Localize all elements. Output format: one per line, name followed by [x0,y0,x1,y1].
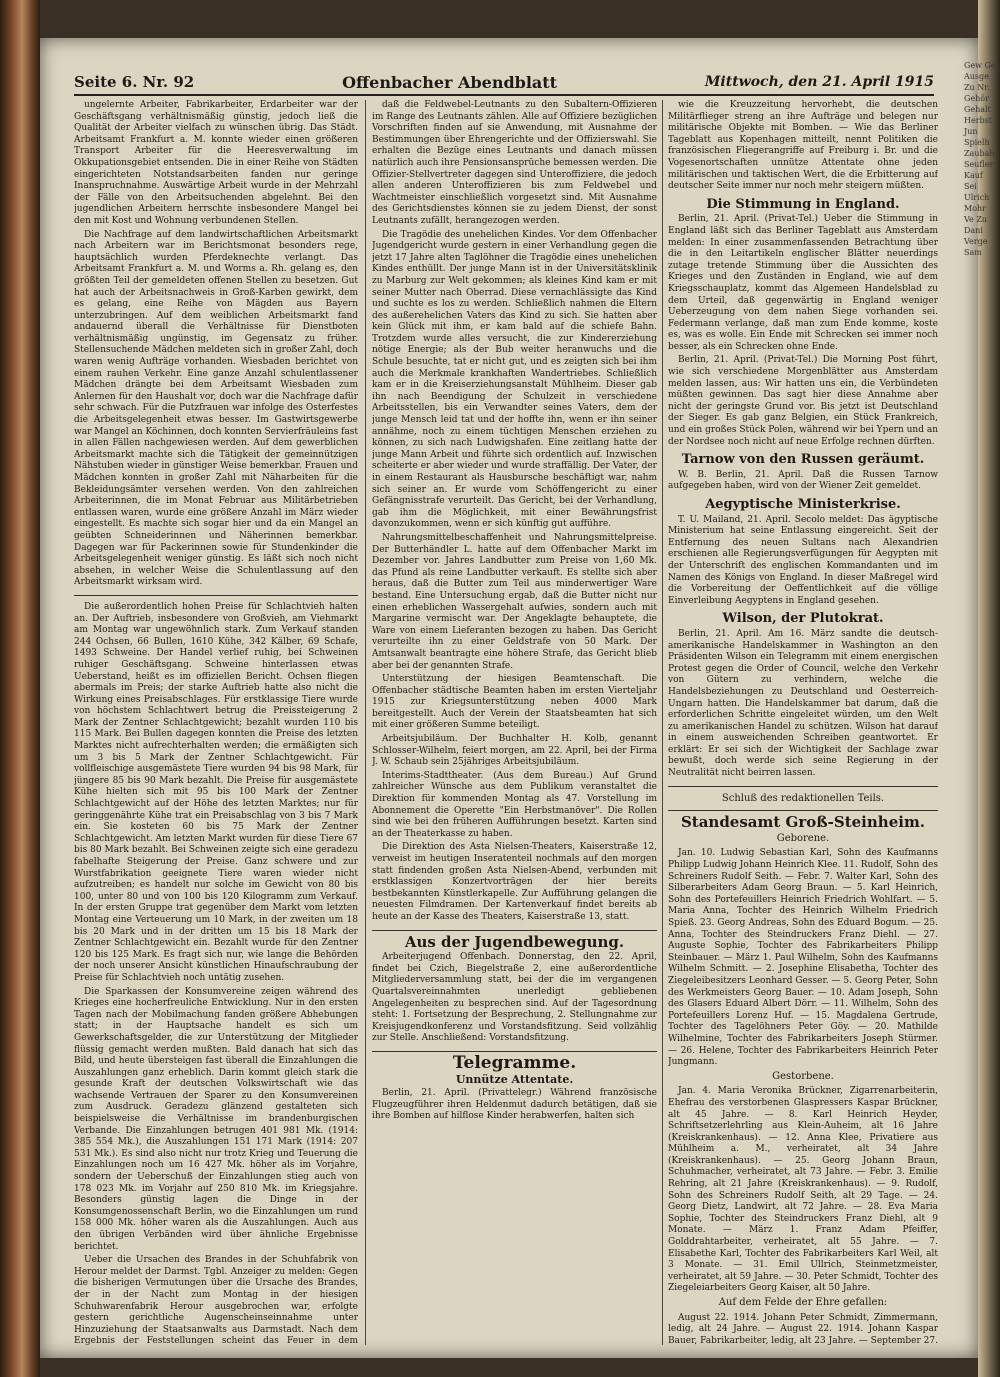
masthead [74,70,934,96]
article-paragraph: Die Direktion des Asta Nielsen-Theaters, Kaiserstraße 12, verweist im heutigen Inseratenteil nochmals auf den morgen statt findenden großen Asta Nielsen-Abend, verbunden mit erstklassigen Konzertvorträgen der hier bereits bestbekannten Künstlerkapelle. Zur Aufführung gelangen die neuesten Filmdramen. Der Kartenverkauf findet bereits ab heute an der Kasse des Theaters, Kaiserstraße 13, statt. [372,842,657,922]
births-list: Jan. 10. Ludwig Sebastian Karl, Sohn des Kaufmanns Philipp Ludwig Johann Heinrich Klee. 11. Rudolf, Sohn des Schreiners Rudolf Seith. — Febr. 7. Walter Karl, Sohn des Silberarbeiters Adam Georg Braun. — 5. Karl Heinrich, Sohn des Portefeuillers Heinrich Friedrich Wohlfart. — 5. Maria Anna, Tochter des Heinrich Wilhelm Friedrich Spieß. 23. Georg Andreas, Sohn des Eduard Bogum. — 25. Anna, Tochter des Steindruckers Franz Diehl. — 27. Auguste Sophie, Tochter des Fabrikarbeiters Philipp Steinbauer. — März 1. Paul Wilhelm, Sohn des Kaufmanns Wilhelm Schmitt. — 2. Josephine Elisabetha, Tochter des Ziegeleibesitzers Leonhard Gesser. — 5. Georg Peter, Sohn des Werkmeisters Georg Bauer. — 10. Adam Joseph, Sohn des Glasers Eduard Albert Dörr. — 11. Wilhelm, Sohn des Portefeuillers Lorenz Huf. — 15. Magdalena Gertrude, Tochter des Tagelöhners Peter Göy. — 20. Mathilde Wilhelmine, Tochter des Fabrikarbeiters Joseph Stürmer. — 26. Helene, Tochter des Fabrikarbeiters Heinrich Peter Jungmann. [668,848,938,1068]
article-paragraph: Die außerordentlich hohen Preise für Schlachtvieh halten an. Der Auftrieb, insbesondere von Großvieh, am Viehmarkt am Montag war ungewöhnlich stark. Zum Verkauf standen 244 Ochsen, 66 Bullen, 1610 Kühe, 342 Kälber, 69 Schafe, 1493 Schweine. Der Handel verlief ruhig, bei Schweinen ruhiger Geschäftsgang. Schweine hinterlassen etwas Ueberstand, heißt es im offiziellen Bericht. Ochsen fliegen abermals im Preis; der starke Auftrieb hatte also nicht die Wirkung eines Preisabschlages. Für erstklassige Tiere wurde von höchstem Schlachtwert betrug die Preissteigerung 2 Mark der Zentner Schlachtgewicht; bezahlt wurden 110 bis 115 Mark. Bei Bullen dagegen konnten die Preise des letzten Marktes nicht aufrechterhalten werden; die ermäßigten sich um 3 bis 5 Mark der Zentner Schlachtgewicht. Für vollfleischige ausgemästete Tiere wurden 94 bis 98 Mark, für jüngere 85 bis 90 Mark bezahlt. Die Preise für ausgemästete Kühe hielten sich mit 95 bis 100 Mark der Zentner Schlachtgewicht auf der Höhe des letzten Marktes; nur für geringgenährte Kühe trat ein Preisabschlag von 3 bis 7 Mark ein. Sie kosteten 60 bis 75 Mark der Zentner Schlachtgewicht. Am letzten Markt wurden für diese Tiere 67 bis 80 Mark bezahlt. Bei Schweinen zeigte sich eine geradezu fabelhafte Steigerung der Preise. Ganz schwere und zur Wurstfabrikation geeignete Tiere waren wieder nicht aufzutreiben; es handelt nur solche im Gewicht von 80 bis 100, unter 80 und von 100 bis 120 Kilogramm zum Verkauf. In der ersten Gruppe trat gegenüber dem Markt vom letzten Montag eine Verteuerung um 10 Mark, in der zweiten um 18 bis 20 Mark und in der dritten um 15 bis 18 Mark der Zentner Schlachtgewicht ein. Bezahlt wurde für den Zentner 120 bis 125 Mark. Es fragt sich nur, wie lange die Behörden der noch unserer Ansicht künstlichen Hinaufschraubung der Preise für Schlachtvieh noch untätig zusehen. [74,601,358,983]
standesamt-heading: Standesamt Groß-Steinheim. [680,813,926,832]
column-1 [74,100,358,1345]
article-paragraph: Arbeiterjugend Offenbach. Donnerstag, den 22. April, findet bei Czich, Biegelstraße 2, eine außerordentliche Mitgliederversammlung statt, bei der die im vergangenen Quartalsvereinnahmten unerledigt gebliebenen Angelegenheiten zu besprechen sind. Auf der Tagesordnung steht: 1. Fortsetzung der Besprechung, 2. Stellungnahme zur Kreisjugendkonferenz und Vorstandsfitzung. Seid vollzählig zur Stelle. Anschließend: Vorstandsfitzung. [372,952,657,1044]
england-heading: Die Stimmung in England. [706,196,900,212]
divider [372,1051,657,1052]
jugend-heading: Aus der Jugendbewegung. [404,932,625,951]
fallen-heading: Auf dem Felde der Ehre gefallen: [718,1297,888,1308]
column-rule [662,100,663,1345]
article-paragraph: Berlin, 21. April. (Privattelegr.) Während französische Flugzeugführer ihren Heldenmut dadurch betätigen, daß sie ihre Bomben auf hilflose Kinder herabwerfen, halten sich [372,1088,657,1122]
book-binding [0,0,40,1377]
telegramme-heading: Telegramme. [452,1052,577,1073]
article-paragraph: ungelernte Arbeiter, Fabrikarbeiter, Erdarbeiter war der Geschäftsgang verhältnismäßig günstig, jedoch ließ die Qualität der Arbeiter vielfach zu wünschen übrig. Das Städt. Arbeitsamt Frankfurt a. M. konnte wieder einen größeren Transport Arbeiter für die Heeresverwaltung im Okkupationsgebiet entsenden. Die in einer Reihe von Städten eingerichteten Notstandsarbeiten fanden nur geringe Inanspruchnahme. Auswärtige Arbeit wurde in der Mehrzahl der Fälle von den Arbeitsuchenden abgelehnt. Bei den jugendlichen Arbeitern herrschte insbesondere Mangel bei den mit Kost und Wohnung verbundenen Stellen. [74,100,358,226]
article-paragraph: daß die Feldwebel-Leutnants zu den Subaltern-Offizieren im Range des Leutnants zählen. Alle auf Offiziere bezüglichen Vorschriften finden auf sie Anwendung, mit Ausnahme der Bestimmungen über Ehrengerichte und der Offizierswahl. Sie erhalten die Bezüge eines Leutnants und danach müssen natürlich auch ihre Pensionsansprüche bemessen werden. Die Offizier-Stellvertreter dagegen sind Unteroffiziere, die jedoch allen anderen Unteroffizieren bis zum Feldwebel und Wachtmeister einschließlich vorgesetzt sind. Mit Ausnahme des Gerichtsdienstes können sie zu jedem Dienst, der sonst Leutnants zufällt, herangezogen werden. [372,100,657,226]
article-paragraph: Berlin, 21. April. (Privat-Tel.) Die Morning Post führt, wie sich verschiedene Morgenblätter aus Amsterdam melden lassen, aus: Wir hatten uns ein, die Verbündeten müßten gewinnen. Das sagt hier diese Annahme aber nicht der geringste Grund vor. Bis jetzt ist Deutschland der Sieger. Es gab ganz Belgien, ein Stück Frankreich, und ein großes Stück Polen, während wir bei Ypern und an der Nordsee noch nicht auf neue Erfolge rechnen dürften. [668,355,938,447]
article-paragraph: Nahrungsmittelbeschaffenheit und Nahrungsmittelpreise. Der Butterhändler L. hatte auf dem Offenbacher Markt im Dezember vor. Jahres Landbutter zum Preise von 1,60 Mk. das Pfund als reine Landbutter verkauft. Es stellte sich aber heraus, daß die Butter zum Teil aus minderwertiger Ware bestand. Eine Untersuchung ergab, daß die Butter nicht nur einen erheblichen Wassergehalt aufwies, sondern auch mit Margarine vermischt war. Der Angeklagte behauptete, die Ware von einem Lieferanten bezogen zu haben. Das Gericht verurteilte ihn zu einer Geldstrafe von 50 Mark. Der Amtsanwalt beantragte eine höhere Strafe, das Gericht blieb aber bei der genannten Strafe. [372,532,657,671]
column-rule [365,100,366,1345]
column-2 [372,100,657,1345]
article-paragraph: Berlin, 21. April. Am 16. März sandte die deutsch-amerikanische Handelskammer in Washington an den Präsidenten Wilson ein Telegramm mit einem energischen Protest gegen die Order of Council, welche den Verkehr von Gütern zu verhindern, welche die Handelsbeziehungen zu Deutschland und Oesterreich-Ungarn hatten. Die Handelskammer bat darum, daß die erforderlichen Schritte eingeleitet würden, um den Welt zu amerikanischen Handel zu schützen. Wilson hat darauf in einem ausweichenden Schreiben geantwortet. Er erklärt: Er sei sich der Wichtigkeit der Sachlage zwar bewußt, doch werde sich seine Regierung in der Neutralität nicht beirren lassen. [668,628,938,779]
column-3 [668,100,938,1345]
wilson-heading: Wilson, der Plutokrat. [722,611,884,627]
fallen-list: August 22. 1914. Johann Peter Schmidt, Zimmermann, ledig, alt 24 Jahre. — August 22. 1914. Johann Kaspar Bauer, Fabrikarbeiter, ledig, alt 23 Jahre. — September 27. [668,1312,938,1345]
article-paragraph: wie die Kreuzzeitung hervorhebt, die deutschen Militärflieger streng an ihre Aufträge und belegen nur militärische Objekte mit Bomben. — Wie das Berliner Tageblatt aus Kopenhagen mitteilt, nennt Politiken die französischen Fliegerangriffe auf Freiburg i. Br. und die Vogesenortschaften unnütze Attentate ohne jeden militärischen und taktischen Wert, die die Erbitterung auf deutscher Seite immer nur noch mehr steigern müßten. [668,100,938,192]
article-paragraph: Ueber die Ursachen des Brandes in der Schuhfabrik von Herour meldet der Darmst. Tgbl. Anzeiger zu melden: Gegen die bisherigen Vermutungen über die Ursache des Brandes, der in der Nacht zum Montag in der hiesigen Schuhwarenfabrik Herour ausgebrochen war, erfolgte gestern gerichtliche Augenscheinseinnahme unter Hinzuziehung der Staatsanwalts aus Darmstadt. Nach dem Ergebnis der Feststellungen scheint das Feuer in dem [74,1255,358,1345]
article-paragraph: Unterstützung der hiesigen Beamtenschaft. Die Offenbacher städtische Beamten haben im ersten Vierteljahr 1915 zur Kriegsunterstützung neben 4000 Mark bereitgestellt. Auch der Verein der Staatsbeamten hat sich mit einer größeren Summe beteiligt. [372,674,657,731]
article-paragraph: Interims-Stadttheater. (Aus dem Bureau.) Auf Grund zahlreicher Wünsche aus dem Publikum veranstaltet die Direktion für kommenden Montag als 47. Vorstellung im Abonnement die Operette "Ein Herbstmanöver". Die Rollen sind wie bei den früheren Aufführungen besetzt. Karten sind an der Theaterkasse zu haben. [372,770,657,839]
deaths-heading: Gestorbene. [772,1070,834,1082]
article-paragraph: W. B. Berlin, 21. April. Daß die Russen Tarnow aufgegeben haben, wird von der Wiener Zeit gemeldet. [668,469,938,492]
adjacent-page-fragment: Gew Ge Ausge Zu Nr. Gehör Gehalt Herbst Jun Spielh Zaubah Seufler Kauf Sei Ulrich Mohr Ve Zu Dani Verge Sam [964,61,996,257]
issue-date: Mittwoch, den 21. April 1915 [704,74,934,90]
page-number: Seite 6. Nr. 92 [74,73,195,91]
article-paragraph: Die Tragödie des unehelichen Kindes. Vor dem Offenbacher Jugendgericht wurde gestern in einer Verhandlung gegen die jetzt 17 Jahre alten Taglöhner die Tragödie eines unehelichen Kindes enthüllt. Der junge Mann ist in der Universitätsklinik zu Marburg zur Welt gekommen; als kleines Kind kam er mit seiner Mutter nach Oberrad. Diese vernachlässigte das Kind und suchte es los zu werden. Schließlich nahmen die Eltern des außerehelichen Vaters das Kind zu sich. Sie hatten aber kein Glück mit ihm, er kam bald auf die schiefe Bahn. Trotzdem wurde alles versucht, die zur Kindererziehung nötige Energie; als der Bub weiter heranwuchs und die Schule besuchte, tat er nicht gut, und es zeigten sich bei ihm auch die Merkmale krankhaften Wandertriebes. Schließlich kam er in die Kreiserziehungsanstalt Mühlheim. Dieser gab ihn nach Beendigung der Schulzeit in verschiedene Arbeitsstellen, bis ein Verwandter seines Vaters, dem der junge Mensch leid tat und der hoffte ihn, wenn er ihn seiner annähme, noch zu einem tüchtigen Menschen erziehen zu können, zu sich nach Ludwigshafen. Eine zeitlang hatte der junge Mann Arbeit und führte sich ordentlich auf. Inzwischen scheiterte er aber wieder und wurde straffällig. Der Vater, der in einem Restaurant als Hausbursche beschäftigt war, nahm sich seiner an. Er wurde vom Schöffengericht zu einer Gefängnisstrafe verurteilt. Das Gericht, bei der Verhandlung, gab ihm die Möglichkeit, mit einer Bewährungsfrist davonzukommen, wenn er sich künftig gut aufführe. [372,229,657,530]
article-paragraph: Berlin, 21. April. (Privat-Tel.) Ueber die Stimmung in England läßt sich das Berliner Tageblatt aus Amsterdam melden: In einer zusammenfassenden Betrachtung über die in den Leitartikeln englischer Blätter neuerdings zutage tretende Stimmung über die Aussichten des Krieges und den Zuständen in England, wie auf dem Kriegsschauplatz, kommt das Algemeen Handelsblad zu dem Urteil, daß gegenwärtig in England weniger Ueberzeugung von dem nahen Siege vorhanden sei. Federmann verlange, daß man zum Ende komme, koste es, was es wolle. Ein Ende mit Schrecken sei immer noch besser, als ein Schrecken ohne Ende. [668,214,938,352]
newspaper-title: Offenbacher Abendblatt [342,72,558,92]
deaths-list: Jan. 4. Maria Veronika Brückner, Zigarrenarbeiterin, Ehefrau des verstorbenen Glaspressers Kaspar Brückner, alt 45 Jahre. — 8. Karl Heinrich Heyder, Schriftsetzerlehrling aus Klein-Auheim, alt 16 Jahre (Kreiskrankenhaus). — 12. Anna Klee, Privatiere aus Mühlheim a. M., verheiratet, alt 34 Jahre (Kreiskrankenhaus). — 25. Georg Johann Braun, Schuhmacher, verheiratet, alt 73 Jahre. — Febr. 3. Emilie Rehring, alt 21 Jahre (Kreiskrankenhaus). — 9. Rudolf, Sohn des Schreiners Rudolf Seith, alt 29 Tage. — 24. Georg Dietz, Landwirt, alt 72 Jahre. — 28. Eva Maria Sophie, Tochter des Steindruckers Franz Diehl, alt 9 Monate. — März 1. Franz Adam Pfeiffer, Golddrahtarbeiter, verheiratet, alt 55 Jahre. — 7. Elisabethe Karl, Tochter des Fabrikarbeiters Karl Weil, alt 3 Monate. — 31. Emil Ullrich, Steinmetzmeister, verheiratet, alt 59 Jahre. — 30. Peter Schmidt, Tochter des Ziegeleiarbeiters Georg Kaiser, alt 50 Jahre. [668,1086,938,1294]
births-heading: Geborene. [776,832,830,844]
article-paragraph: Die Sparkassen der Konsumvereine zeigen während des Krieges eine hocherfreuliche Entwicklung. Nur in den ersten Tagen nach der Mobilmachung fanden größere Abhebungen statt; in der Hauptsache handelt es sich um Gewerkschaftsgelder, die zur Unterstützung der Mitglieder flüssig gemacht werden mußten. Bald danach hat sich das Bild, und heute übersteigen fast überall die Einzahlungen die Auszahlungen ganz erheblich. Darin kommt gleich stark die gesunde Kraft der deutschen Volkswirtschaft wie das wachsende Vertrauen der Sparer zu den Konsumvereinen zum Ausdruck. Geradezu glänzend gestalteten sich beispielsweise die Verhältnisse im brandenburgischen Verbande. Die Einzahlungen betrugen 401 981 Mk. (1914: 385 554 Mk.), die Auszahlungen 151 171 Mark (1914: 207 531 Mk.). Es sind also nicht nur trotz Krieg und Teuerung die Einzahlungen noch um 16 427 Mk. höher als im Vorjahre, sondern der Ueberschuß der Einzahlungen stieg auch von 178 023 Mk. im Vorjahr auf 250 810 Mk. im Kriegsjahre. Besonders günstig lagen die Dinge in der Konsumgenossenschaft Berlin, wo die Einzahlungen um rund 158 000 Mk. höher waren als die Auszahlungen. Auch aus den übrigen Verbänden wird über ähnliche Ergebnisse berichtet. [74,986,358,1252]
aegypt-heading: Aegyptische Ministerkrise. [705,497,901,512]
divider [668,786,938,787]
divider [74,595,358,596]
article-paragraph: Die Nachfrage auf dem landwirtschaftlichen Arbeitsmarkt nach Arbeitern war im Berichtsmonat besonders rege, hauptsächlich wurden Pferdeknechte verlangt. Das Arbeitsamt Frankfurt a. M. und Worms a. Rh. gelang es, den größten Teil der gemeldeten offenen Stellen zu besetzen. Gut hat auch der Arbeitsnachweis in Groß-Karben gewirkt, dem es gelang, eine Reihe von Mägden aus Bayern unterzubringen. Auf dem weiblichen Arbeitsmarkt fand andauernd überall die Verhältnisse für Dienstboten verhältnismäßig ungünstig, im Gegensatz zu früher. Stellensuchende Mädchen meldeten sich in großer Zahl, doch waren wenig Aufträge vorhanden. Wiesbaden berichtet von einem rauhen Verkehr. Eine ganze Anzahl schulentlassener Mädchen drängte bei dem Arbeitsamt Wiesbaden zum Anlernen für den Haushalt vor, doch war die Nachfrage dafür sehr schwach. Für die Putzfrauen war infolge des Osterfestes die Arbeitsgelegenheit etwas besser. Im Gastwirtsgewerbe war Mangel an Köchinnen, doch konnten Servierfräuleins fast in allen Fällen nachgewiesen werden. Auf dem gewerblichen Arbeitsmarkt machte sich die Tätigkeit der gemeinnützigen Nähstuben wieder in günstiger Weise bemerkbar. Frauen und Mädchen konnten in großer Zahl mit Näharbeiten für die Bekleidungsämter versehen werden. Von den zahlreichen Arbeiterinnen, die im Monat Februar aus Militärbetrieben entlassen waren, wurde eine größere Anzahl im März wieder eingestellt. Es machte sich sogar hier und da ein Mangel an geübten Schneiderinnen und Näherinnen bemerkbar. Dagegen war für Packerinnen sowie für Stundenkinder die Arbeitsgelegenheit weniger günstig. Es läßt sich noch nicht absehen, in welcher Weise die Schulentlassung auf den Arbeitsmarkt wirksam wird. [74,229,358,588]
article-paragraph: T. U. Mailand, 21. April. Secolo meldet: Das ägyptische Ministerium hat seine Entlassung eingereicht. Seit der Entfernung des neuen Sultans nach Alexandrien erschienen alle Regierungsverfügungen für Aegypten mit der Unterschrift des englischen Kommandanten und im Namen des Königs von England. In dieser Maßregel wird die Vorbereitung der Oeffentlichkeit auf die völlige Einverleibung Aegyptens in England gesehen. [668,514,938,606]
editorial-end: Schluß des redaktionellen Teils. [721,792,885,804]
article-paragraph: Arbeitsjubiläum. Der Buchhalter H. Kolb, genannt Schlosser-Wilhelm, feiert morgen, am 22. April, bei der Firma J. W. Schaub sein 25jähriges Arbeitsjubiläum. [372,734,657,768]
newspaper-page [40,38,978,1358]
divider [668,810,938,811]
divider [372,930,657,931]
telegramme-subheading: Unnütze Attentate. [455,1072,574,1086]
tarnow-heading: Tarnow von den Russen geräumt. [681,452,925,468]
